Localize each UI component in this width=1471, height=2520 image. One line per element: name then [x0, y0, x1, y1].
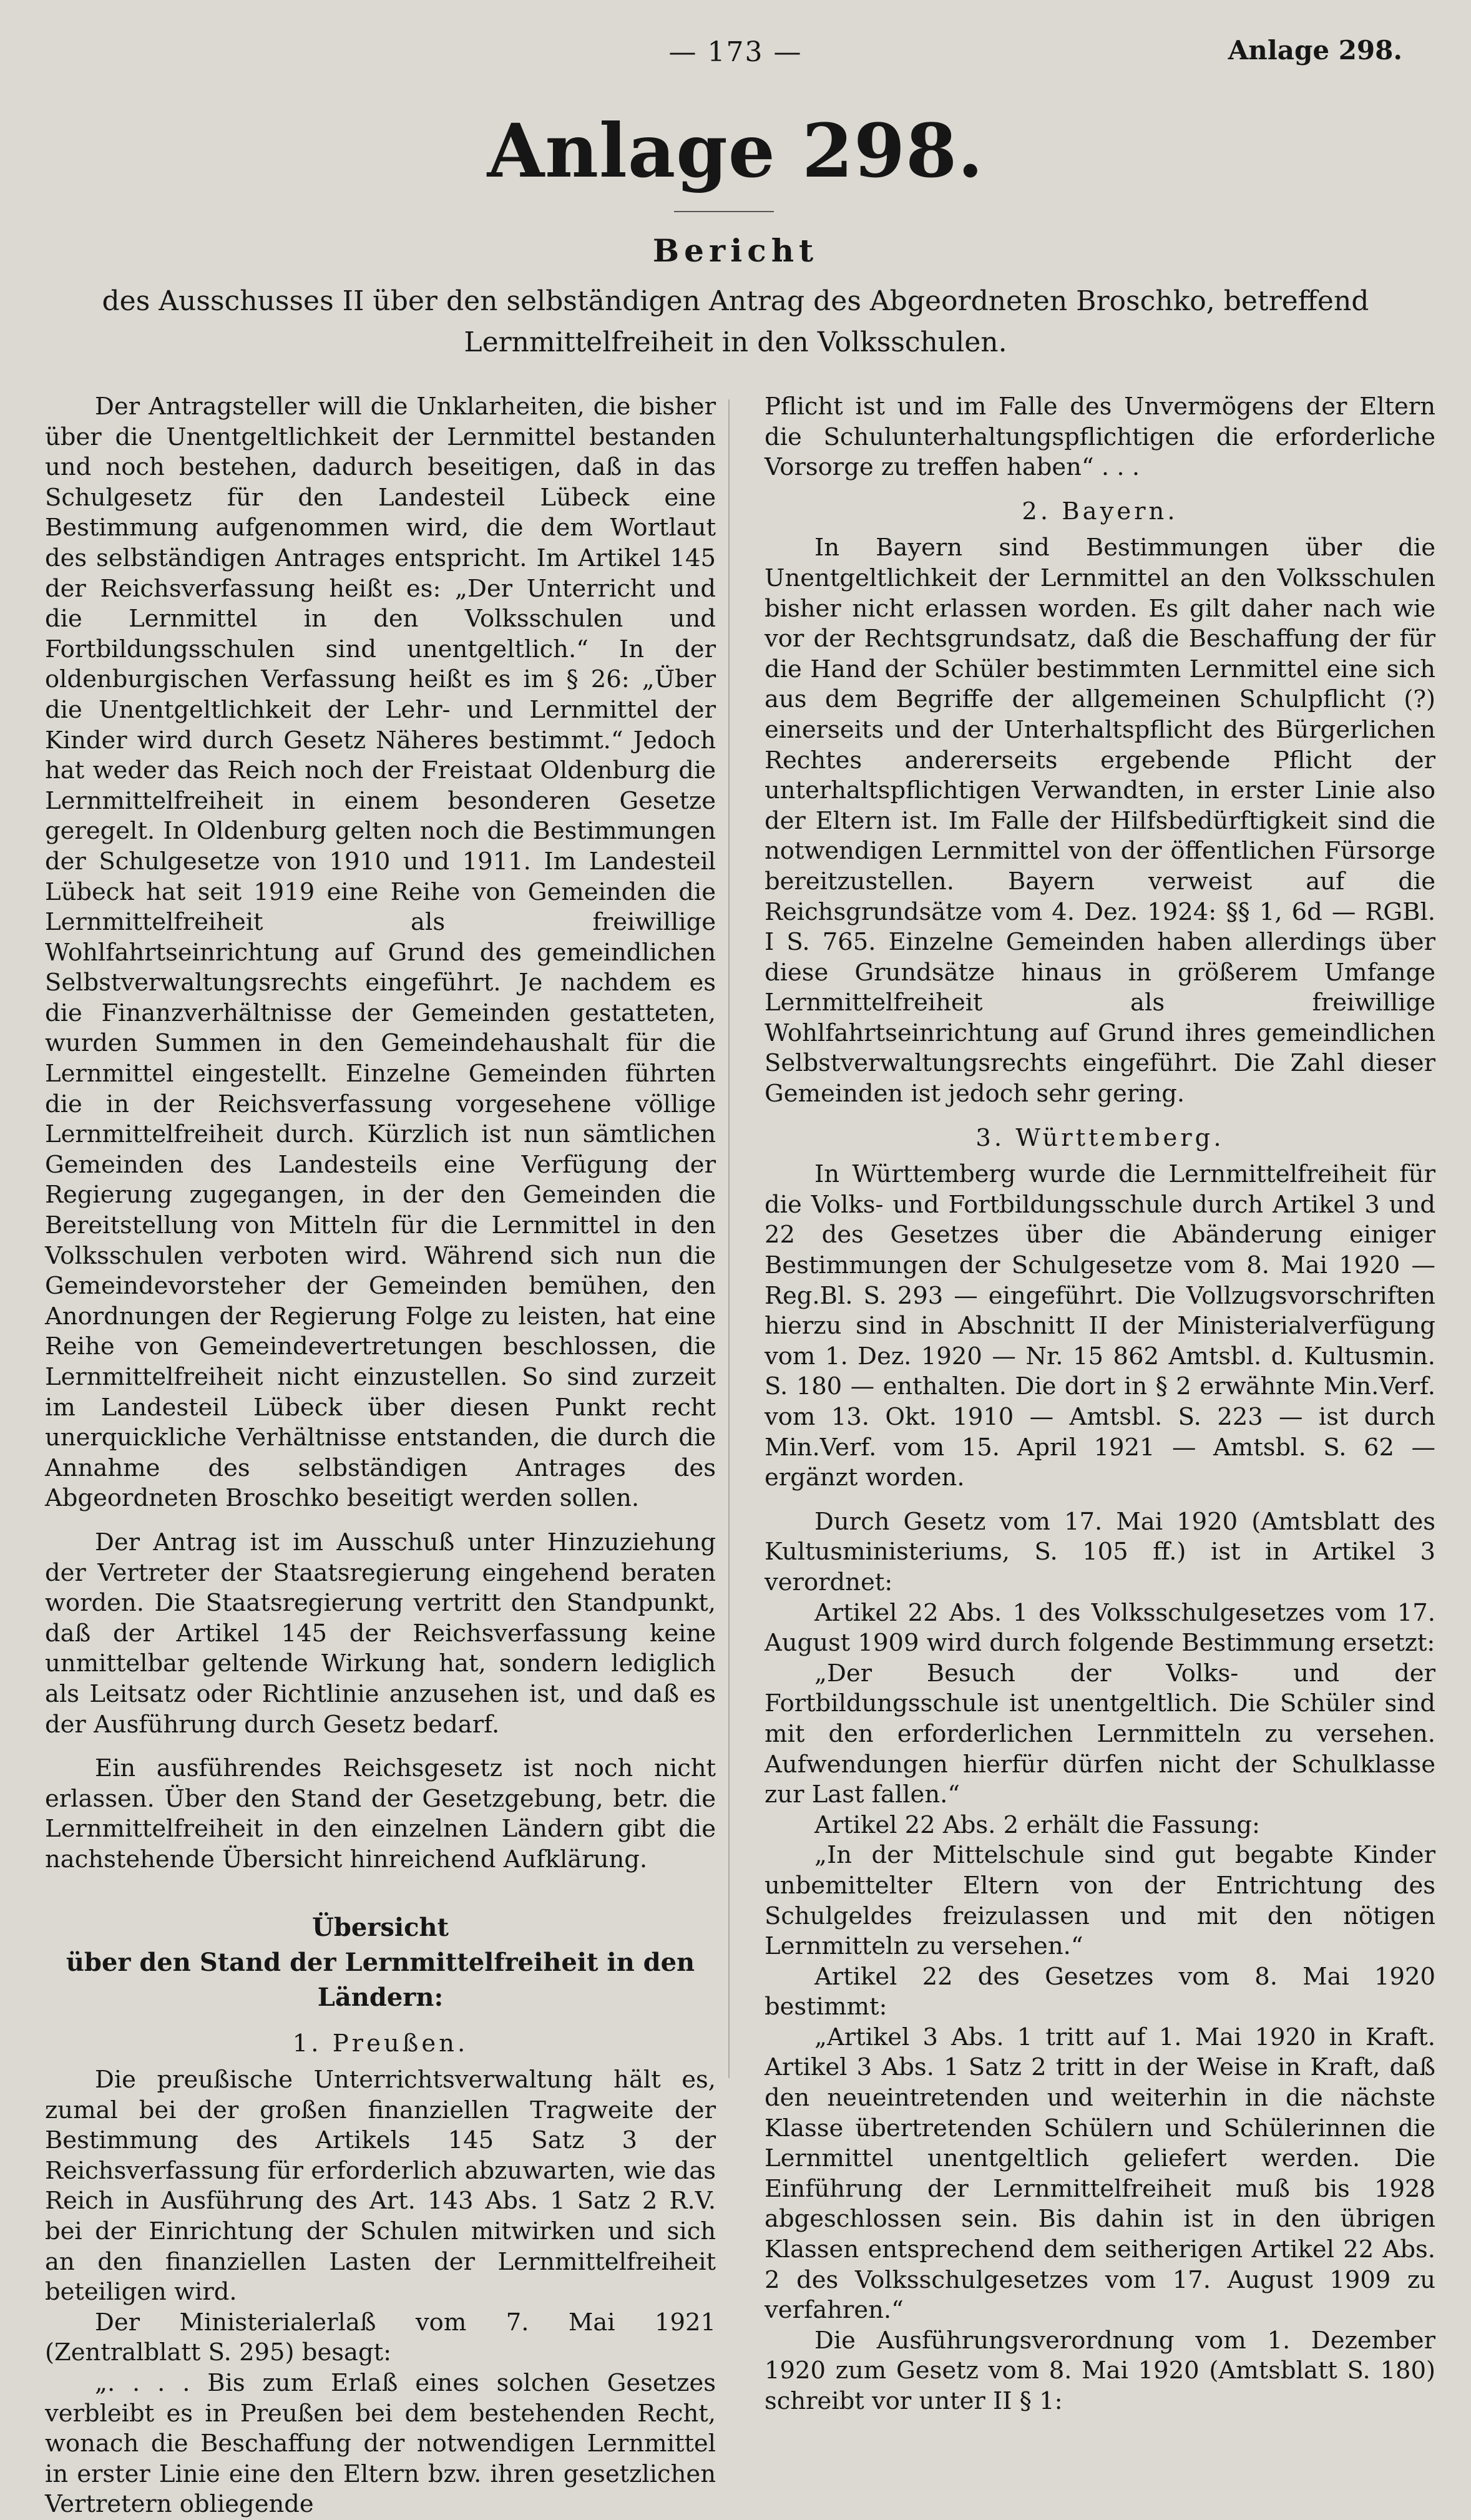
title-rule [674, 211, 774, 212]
paragraph: In Bayern sind Bestimmungen über die Unentgeltlichkeit der Lernmittel an den Volksschulen bisher nicht erlassen worden. Es gilt daher nach wie vor der Rechtsgrundsatz, daß die Beschaffung der für die Hand der Schüler bestimmten Lernmittel eine sich aus dem Begriffe der allgemeinen Schulpflicht (?) einerseits und der Unterhaltspflicht des Bürgerlichen Rechtes andererseits ergebende Pflicht der unterhaltspflichtigen Verwandten, in erster Linie also der Eltern ist. Im Falle der Hilfsbedürftigkeit sind die notwendigen Lernmittel von der öffentlichen Fürsorge bereitzustellen. Bayern verweist auf die Reichsgrundsätze vom 4. Dez. 1924: §§ 1, 6d — RGBl. I S. 765. Einzelne Gemeinden haben allerdings über diese Grundsätze hinaus in größerem Umfange Lernmittelfreiheit als freiwillige Wohlfahrtseinrichtung auf Grund ihres gemeindlichen Selbstverwaltungsrechts eingeführt. Die Zahl dieser Gemeinden ist jedoch sehr gering. [765, 534, 1435, 1108]
running-head: Anlage 298. [1228, 35, 1402, 66]
uebersicht-subtitle: über den Stand der Lernmittelfreiheit in den Ländern: [66, 1947, 695, 2012]
section-heading-wuerttemberg: 3. Württemberg. [975, 1123, 1224, 1152]
paragraph: Durch Gesetz vom 17. Mai 1920 (Amtsblatt des Kultusministeriums, S. 105 ff.) ist in Artikel 3 verordnet: [765, 1507, 1435, 1596]
paragraph: Ein ausführendes Reichsgesetz ist noch nicht erlassen. Über den Stand der Gesetzgebung, betr. die Lernmittelfreiheit in den einzelnen Ländern gibt die nachstehende Übersicht hinreichend Aufklärung. [45, 1754, 716, 1873]
paragraph: Artikel 22 Abs. 2 erhält die Fassung: [814, 1810, 1261, 1839]
paragraph: Der Ministerialerlaß vom 7. Mai 1921 (Zentralblatt S. 295) besagt: [45, 2308, 716, 2367]
paragraph: Die Ausführungsverordnung vom 1. Dezember 1920 zum Gesetz vom 8. Mai 1920 (Amtsblatt S. 180) schreibt vor unter II § 1: [765, 2326, 1435, 2415]
quote-paragraph: „Der Besuch der Volks- und der Fortbildungsschule ist unentgeltlich. Die Schüler sind mit den erforderlichen Lernmitteln zu versehen. Aufwendungen hierfür dürfen nicht der Schulklasse zur Last fallen.“ [765, 1659, 1435, 1809]
paragraph: Artikel 22 Abs. 1 des Volksschulgesetzes vom 17. August 1909 wird durch folgende Bestimmung ersetzt: [765, 1598, 1435, 1658]
paragraph: Pflicht ist und im Falle des Unvermögens der Eltern die Schulunterhaltungspflichtigen die erforderliche Vorsorge zu treffen haben“ . . . [765, 393, 1435, 482]
uebersicht-title: Übersicht [311, 1912, 449, 1942]
paragraph: In Württemberg wurde die Lernmittelfreiheit für die Volks- und Fortbildungsschule durch Artikel 3 und 22 des Gesetzes über die Abänderung einiger Bestimmungen der Schulgesetze vom 8. Mai 1920 — Reg.Bl. S. 293 — eingeführt. Die Vollzugsvorschriften hierzu sind in Abschnitt II der Ministerialverfügung vom 1. Dez. 1920 — Nr. 15 862 Amtsbl. d. Kultusmin. S. 180 — enthalten. Die dort in § 2 erwähnte Min.Verf. vom 13. Okt. 1910 — Amtsbl. S. 223 — ist durch Min.Verf. vom 15. April 1921 — Amtsbl. S. 62 — ergänzt worden. [765, 1160, 1435, 1492]
paragraph: Die preußische Unterrichtsverwaltung hält es, zumal bei der großen finanziellen Tragweite der Bestimmung des Artikels 145 Satz 3 der Reichsverfassung für erforderlich abzuwarten, wie das Reich in Ausführung des Art. 143 Abs. 1 Satz 2 R.V. bei der Einrichtung der Schulen mitwirken und sich an den finanziellen Lasten der Lernmittelfreiheit beteiligen wird. [45, 2066, 716, 2307]
right-column [765, 392, 1435, 2417]
quote-paragraph: „Artikel 3 Abs. 1 tritt auf 1. Mai 1920 in Kraft. Artikel 3 Abs. 1 Satz 2 tritt in der Weise in Kraft, daß den neueintretenden und weiterhin in die nächste Klasse übertretenden Schülern und Schülerinnen die Lernmittel unentgeltlich geliefert werden. Die Einführung der Lernmittelfreiheit muß bis 1928 abgeschlossen sein. Bis dahin ist in den übrigen Klassen entsprechend dem seitherigen Artikel 22 Abs. 2 des Volksschulgesetzes vom 17. August 1909 zu verfahren.“ [765, 2023, 1435, 2325]
column-divider [728, 399, 730, 2078]
quote-paragraph: „. . . . Bis zum Erlaß eines solchen Gesetzes verbleibt es in Preußen bei dem bestehenden Recht, wonach die Beschaffung der notwendigen Lernmittel in erster Linie eine den Eltern bzw. ihren gesetzlichen Vertretern obliegende [45, 2369, 716, 2519]
document-title: Anlage 298. [487, 107, 984, 194]
page-number: — 173 — [668, 36, 803, 68]
left-column [45, 392, 716, 2520]
paragraph: Der Antragsteller will die Unklarheiten, die bisher über die Unentgeltlichkeit der Lernmittel bestanden und noch bestehen, dadurch beseitigen, daß in das Schulgesetz für den Landesteil Lübeck eine Bestimmung aufgenommen wird, die dem Wortlaut des selbständigen Antrages entspricht. Im Artikel 145 der Reichsverfassung heißt es: „Der Unterricht und die Lernmittel in den Volksschulen und Fortbildungsschulen sind unentgeltlich.“ In der oldenburgischen Verfassung heißt es im § 26: „Über die Unentgeltlichkeit der Lehr- und Lernmittel der Kinder wird durch Gesetz Näheres bestimmt.“ Jedoch hat weder das Reich noch der Freistaat Oldenburg die Lernmittelfreiheit in einem besonderen Gesetze geregelt. In Oldenburg gelten noch die Bestimmungen der Schulgesetze von 1910 und 1911. Im Landesteil Lübeck hat seit 1919 eine Reihe von Gemeinden die Lernmittelfreiheit als freiwillige Wohlfahrtseinrichtung auf Grund des gemeindlichen Selbstverwaltungsrechts eingeführt. Je nachdem es die Finanzverhältnisse der Gemeinden gestatteten, wurden Summen in den Gemeindehaushalt für die Lernmittel eingestellt. Einzelne Gemeinden führten die in der Reichsverfassung vorgesehene völlige Lernmittelfreiheit durch. Kürzlich ist nun sämtlichen Gemeinden des Landesteils eine Verfügung der Regierung zugegangen, in der den Gemeinden die Bereitstellung von Mitteln für die Lernmittel in den Volksschulen verboten wird. Während sich nun die Gemeindevorsteher der Gemeinden bemühen, den Anordnungen der Regierung Folge zu leisten, hat eine Reihe von Gemeindevertretungen beschlossen, die Lernmittelfreiheit nicht einzustellen. So sind zurzeit im Landesteil Lübeck über diesen Punkt recht unerquickliche Verhältnisse entstanden, die durch die Annahme des selbständigen Antrages des Abgeordneten Broschko beseitigt werden sollen. [45, 393, 716, 1513]
report-subtitle: des Ausschusses II über den selbständigen Antrag des Abgeordneten Broschko, betreffend Lernmittelfreiheit in den Volksschulen. [102, 285, 1369, 358]
paragraph: Artikel 22 des Gesetzes vom 8. Mai 1920 bestimmt: [765, 1962, 1435, 2021]
bericht-heading: Bericht [652, 232, 819, 269]
quote-paragraph: „In der Mittelschule sind gut begabte Kinder unbemittelter Eltern von der Entrichtung des Schulgeldes freizulassen und mit den nötigen Lernmitteln zu versehen.“ [765, 1841, 1435, 1961]
section-heading-preussen: 1. Preußen. [292, 2029, 469, 2058]
section-heading-bayern: 2. Bayern. [1022, 497, 1178, 525]
paragraph: Der Antrag ist im Ausschuß unter Hinzuziehung der Vertreter der Staatsregierung eingehend beraten worden. Die Staatsregierung vertritt den Standpunkt, daß der Artikel 145 der Reichsverfassung keine unmittelbar geltende Wirkung hat, sondern lediglich als Leitsatz oder Richtlinie anzusehen ist, und daß es der Ausführung durch Gesetz bedarf. [45, 1528, 716, 1739]
